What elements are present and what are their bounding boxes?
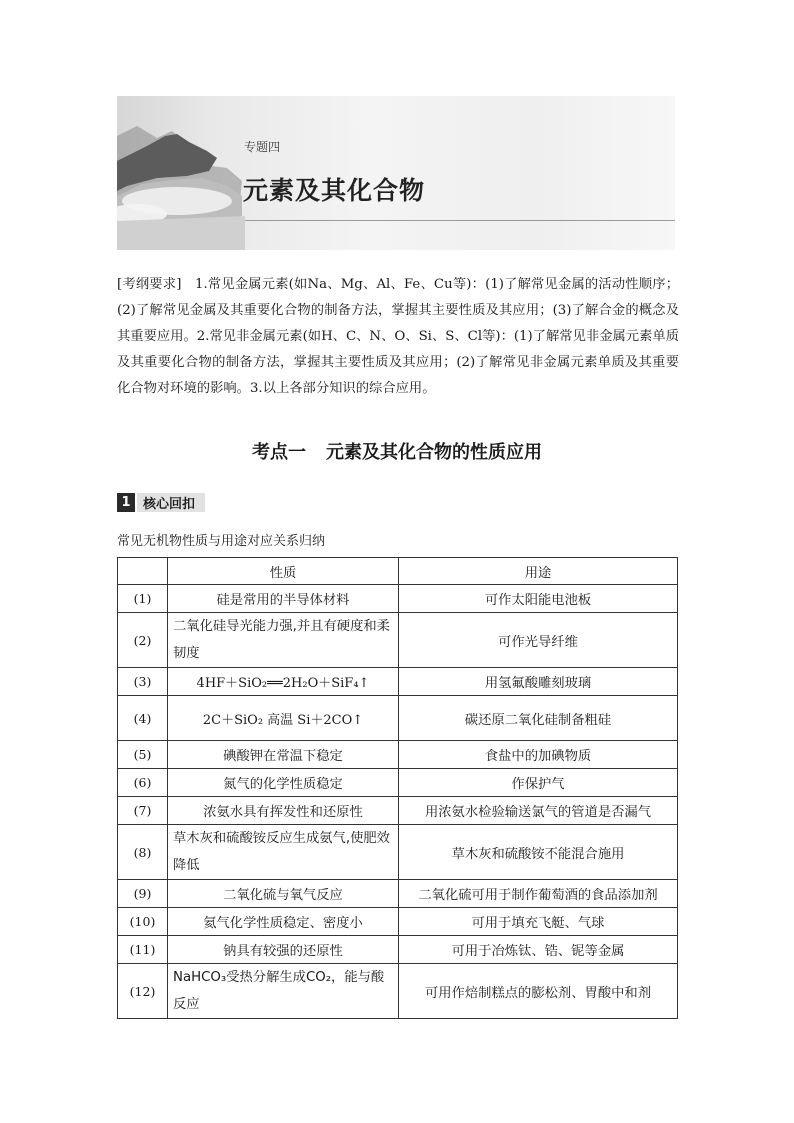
row-number: (5)	[118, 741, 168, 769]
row-number: (12)	[118, 964, 168, 1019]
table-row	[118, 880, 678, 908]
chapter-label: 专题四	[244, 140, 281, 154]
row-use: 用氢氟酸雕刻玻璃	[399, 668, 678, 696]
row-use: 草木灰和硫酸铵不能混合施用	[399, 825, 678, 880]
row-number: (9)	[118, 880, 168, 908]
row-number: (8)	[118, 825, 168, 880]
row-use: 二氧化硫可用于制作葡萄酒的食品添加剂	[399, 880, 678, 908]
row-property: 碘酸钾在常温下稳定	[168, 741, 399, 769]
row-property: NaHCO₃受热分解生成CO₂，能与酸反应	[168, 964, 399, 1019]
row-use: 可用作焙制糕点的膨松剂、胃酸中和剂	[399, 964, 678, 1019]
row-use: 食盐中的加碘物质	[399, 741, 678, 769]
table-row	[118, 668, 678, 696]
row-number: (6)	[118, 769, 168, 797]
row-use: 可用于冶炼钛、锆、铌等金属	[399, 936, 678, 964]
title-underline	[245, 220, 675, 221]
row-use: 作保护气	[399, 769, 678, 797]
row-number: (11)	[118, 936, 168, 964]
row-property: 二氧化硫与氧气反应	[168, 880, 399, 908]
row-use: 可作太阳能电池板	[399, 585, 678, 613]
subheading-number: 1	[117, 493, 135, 512]
row-property-formula: 2C＋SiO₂ 高温 Si＋2CO↑	[168, 696, 399, 741]
row-property: 草木灰和硫酸铵反应生成氨气,使肥效降低	[168, 825, 399, 880]
row-number: (1)	[118, 585, 168, 613]
table-header-row	[118, 558, 678, 585]
subheading	[117, 491, 205, 513]
row-number: (2)	[118, 613, 168, 668]
section-title: 元素及其化合物的性质应用	[326, 442, 542, 463]
property-use-table	[117, 557, 678, 1019]
table-row	[118, 964, 678, 1019]
row-property: 硅是常用的半导体材料	[168, 585, 399, 613]
table-row	[118, 908, 678, 936]
table-row	[118, 696, 678, 741]
row-number: (7)	[118, 797, 168, 825]
requirements-text: [考纲要求] 1.常见金属元素(如Na、Mg、Al、Fe、Cu等)：(1)了解常见金属的活动性顺序；(2)了解常见金属及其重要化合物的制备方法，掌握其主要性质及其应用；(3)了解合金的概念及其重要应用。2.常见非金属元素(如H、C、N、O、Si、S、Cl等)：(1)了解常见非金属元素单质及其重要化合物的制备方法，掌握其主要性质及其应用；(2)了解常见非金属元素单质及其重要化合物对环境的影响。3.以上各部分知识的综合应用。	[117, 277, 679, 396]
header-number	[118, 558, 168, 585]
row-number: (3)	[118, 668, 168, 696]
row-number: (10)	[118, 908, 168, 936]
row-use: 可用于填充飞艇、气球	[399, 908, 678, 936]
row-number: (4)	[118, 696, 168, 741]
header-use: 用途	[399, 558, 678, 585]
row-property-formula: 4HF＋SiO₂══2H₂O＋SiF₄↑	[168, 668, 399, 696]
row-property: 钠具有较强的还原性	[168, 936, 399, 964]
chapter-banner	[117, 96, 675, 250]
section-label: 考点一	[252, 442, 306, 463]
row-property: 浓氨水具有挥发性和还原性	[168, 797, 399, 825]
exam-requirements	[117, 272, 679, 402]
table-row	[118, 585, 678, 613]
table-row	[118, 936, 678, 964]
row-property: 氦气化学性质稳定、密度小	[168, 908, 399, 936]
table-caption: 常见无机物性质与用途对应关系归纳	[117, 534, 326, 549]
table-row	[118, 797, 678, 825]
header-property: 性质	[168, 558, 399, 585]
table-row	[118, 741, 678, 769]
table-row	[118, 825, 678, 880]
row-use: 可作光导纤维	[399, 613, 678, 668]
row-property: 二氧化硅导光能力强,并且有硬度和柔韧度	[168, 613, 399, 668]
row-use: 碳还原二氧化硅制备粗硅	[399, 696, 678, 741]
table-row	[118, 613, 678, 668]
row-use: 用浓氨水检验输送氯气的管道是否漏气	[399, 797, 678, 825]
table-row	[118, 769, 678, 797]
section-heading	[0, 438, 794, 464]
row-property: 氮气的化学性质稳定	[168, 769, 399, 797]
subheading-label: 核心回扣	[137, 493, 205, 512]
chapter-title: 元素及其化合物	[243, 176, 426, 205]
